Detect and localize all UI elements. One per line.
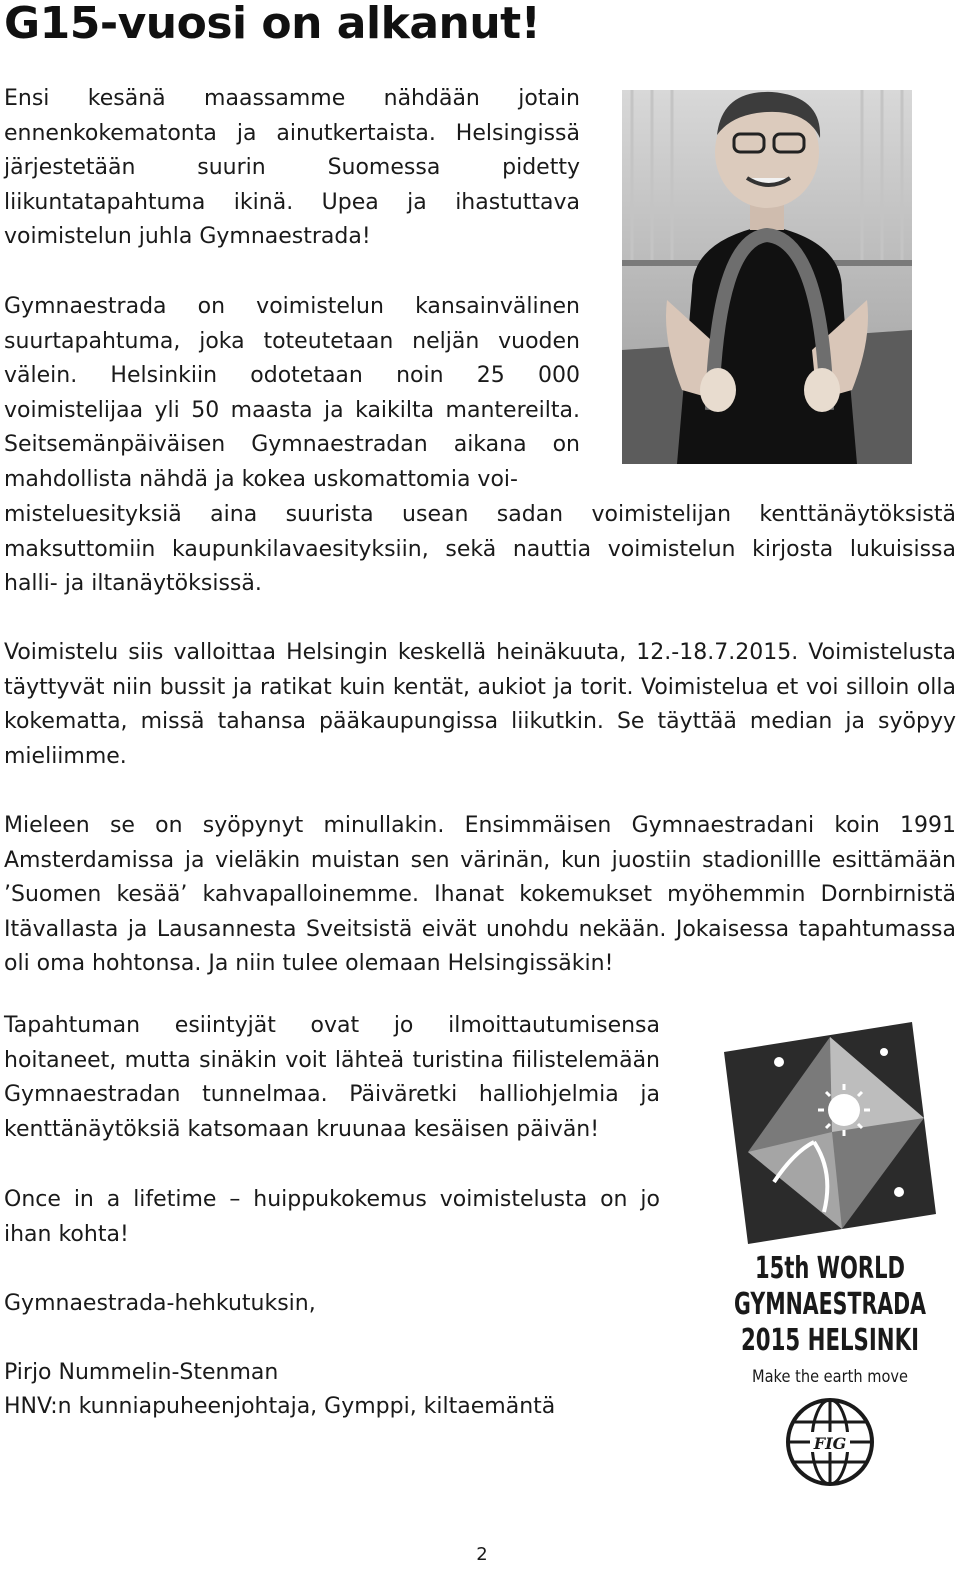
author-photo: [622, 90, 912, 464]
logo-line1: 15th WORLD: [755, 1251, 905, 1286]
logo-slogan: Make the earth move: [752, 1367, 908, 1387]
page-number: 2: [476, 1544, 488, 1565]
greeting: Gymnaestrada-hehkutuksin,: [4, 1291, 316, 1316]
paragraph-once: Once in a lifetime – huippukokemus voimistelusta on jo ihan kohta!: [4, 1187, 660, 1247]
paragraph-intro: Ensi kesänä maassamme nähdään jotain ennenkokematonta ja ainutkertaista. Helsingissä järjestetään suurin Suomessa pidetty liikuntatapahtuma ikinä. Upea ja ihastuttava voimistelun juhla Gymnaestrada!: [4, 86, 580, 250]
fig-globe-icon: [788, 1400, 872, 1484]
article-title: G15-vuosi on alkanut!: [4, 0, 541, 49]
paragraph-about-part2: misteluesityksiä aina suurista usean sadan voimistelijan kenttänäytöksistä maksuttomiin kaupunkilavaesityksiin, sekä nauttia voimistelun kirjosta lukuisissa halli- ja iltanäytöksissä.: [4, 502, 956, 597]
paragraph-visit: Tapahtuman esiintyjät ovat jo ilmoittautumisensa hoitaneet, mutta sinäkin voit lähteä turistina fiilistelemään Gymnaestradan tunnelmaa. Päiväretki halliohjelmia ja kenttänäytöksiä katsomaan kruunaa kesäisen päivän!: [4, 1013, 660, 1142]
logo-line3: 2015 HELSINKI: [741, 1323, 919, 1358]
paragraph-about-part1: Gymnaestrada on voimistelun kansainvälinen suurtapahtuma, joka toteutetaan neljän vuoden välein. Helsinkiin odotetaan noin 25 000 voimistelijaa yli 50 maasta ja kaikilta mantereilta. Seitsemänpäiväisen Gymnaestradan aikana on mahdollista nähdä ja kokea uskomattomia voi-: [4, 294, 580, 492]
paragraph-memories: Mieleen se on syöpynyt minullakin. Ensimmäisen Gymnaestradani koin 1991 Amsterdamissa ja vieläkin muistan sen värinän, kun juostiin stadionillle esittämään ’Suomen kesää’ kahvapalloinemme. Ihanat kokemukset myöhemmin Dornbirnistä Itävallasta ja Lausannesta Sveitsistä eivät unohdu nekään. Jokaisessa tapahtumassa oli oma hohtonsa. Ja niin tulee olemaan Helsingissäkin!: [4, 813, 956, 977]
signature-name: Pirjo Nummelin-Stenman: [4, 1360, 279, 1385]
logo-fig-badge: FIG: [813, 1434, 847, 1453]
signature-title: HNV:n kunniapuheenjohtaja, Gymppi, kiltaemäntä: [4, 1394, 556, 1419]
gymnaestrada-logo: [724, 1022, 936, 1492]
paragraph-helsinki: Voimistelu siis valloittaa Helsingin keskellä heinäkuuta, 12.-18.7.2015. Voimistelusta täyttyvät niin bussit ja ratikat kuin kentät, aukiot ja torit. Voimistelua et voi silloin olla kokematta, missä tahansa pääkaupungissa liikutkin. Se täyttää median ja syöpyy mieliimme.: [4, 640, 956, 769]
logo-line2: GYMNAESTRADA: [734, 1287, 927, 1322]
